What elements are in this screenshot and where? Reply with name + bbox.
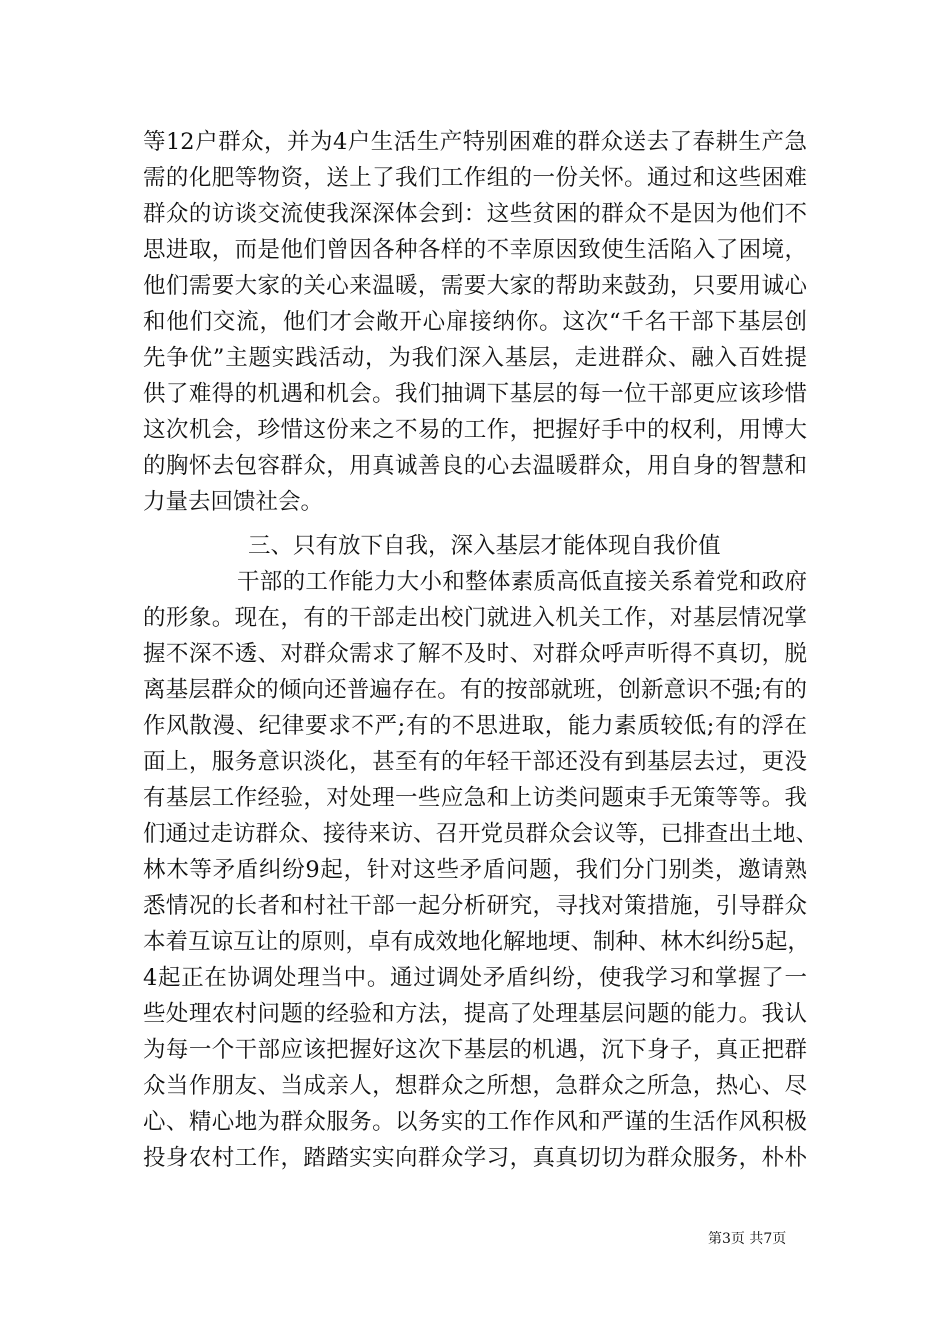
- text-line: 众当作朋友、当成亲人，想群众之所想，急群众之所急，热心、尽: [143, 1073, 807, 1099]
- text-line: 面上，服务意识淡化，甚至有的年轻干部还没有到基层去过，更没: [143, 749, 807, 775]
- text-line: 的形象。现在，有的干部走出校门就进入机关工作，对基层情况掌: [143, 605, 807, 631]
- text-line: 有基层工作经验，对处理一些应急和上访类问题束手无策等等。我: [143, 785, 807, 811]
- text-line: 这次机会，珍惜这份来之不易的工作，把握好手中的权利，用博大: [143, 417, 807, 443]
- text-line: 供了难得的机遇和机会。我们抽调下基层的每一位干部更应该珍惜: [143, 381, 807, 407]
- text-line: 思进取，而是他们曾因各种各样的不幸原因致使生活陷入了困境，: [143, 237, 807, 263]
- text-line: 作风散漫、纪律要求不严;有的不思进取，能力素质较低;有的浮在: [143, 713, 807, 739]
- text-line: 心、精心地为群众服务。以务实的工作作风和严谨的生活作风积极: [143, 1109, 807, 1135]
- text-line: 些处理农村问题的经验和方法，提高了处理基层问题的能力。我认: [143, 1001, 807, 1027]
- text-line: 本着互谅互让的原则，卓有成效地化解地埂、制种、林木纠纷5起，: [143, 929, 810, 955]
- section-heading: 三、只有放下自我，深入基层才能体现自我价值: [248, 533, 721, 559]
- text-line: 和他们交流，他们才会敞开心扉接纳你。这次“千名干部下基层创: [143, 309, 807, 335]
- text-line: 先争优”主题实践活动，为我们深入基层，走进群众、融入百姓提: [143, 345, 807, 371]
- text-line: 林木等矛盾纠纷9起，针对这些矛盾问题，我们分门别类，邀请熟: [143, 857, 807, 883]
- text-line: 需的化肥等物资，送上了我们工作组的一份关怀。通过和这些困难: [143, 165, 807, 191]
- text-line: 的胸怀去包容群众，用真诚善良的心去温暖群众，用自身的智慧和: [143, 453, 807, 479]
- text-line: 等12户群众，并为4户生活生产特别困难的群众送去了春耕生产急: [143, 129, 807, 155]
- text-line: 4起正在协调处理当中。通过调处矛盾纠纷，使我学习和掌握了一: [143, 965, 807, 991]
- text-line: 力量去回馈社会。: [143, 489, 324, 515]
- text-line: 们通过走访群众、接待来访、召开党员群众会议等，已排查出土地、: [143, 821, 819, 847]
- text-line: 握不深不透、对群众需求了解不及时、对群众呼声听得不真切，脱: [143, 641, 807, 667]
- text-line: 他们需要大家的关心来温暖，需要大家的帮助来鼓劲，只要用诚心: [143, 273, 807, 299]
- page-number: 第3页 共7页: [708, 1231, 787, 1247]
- text-line: 群众的访谈交流使我深深体会到：这些贫困的群众不是因为他们不: [143, 201, 807, 227]
- text-line: 悉情况的长者和村社干部一起分析研究，寻找对策措施，引导群众: [143, 893, 807, 919]
- text-line: 投身农村工作，踏踏实实向群众学习，真真切切为群众服务，朴朴: [143, 1145, 807, 1171]
- text-line: 离基层群众的倾向还普遍存在。有的按部就班，创新意识不强;有的: [143, 677, 807, 703]
- text-line: 为每一个干部应该把握好这次下基层的机遇，沉下身子，真正把群: [143, 1037, 807, 1063]
- text-line: 干部的工作能力大小和整体素质高低直接关系着党和政府: [237, 569, 807, 595]
